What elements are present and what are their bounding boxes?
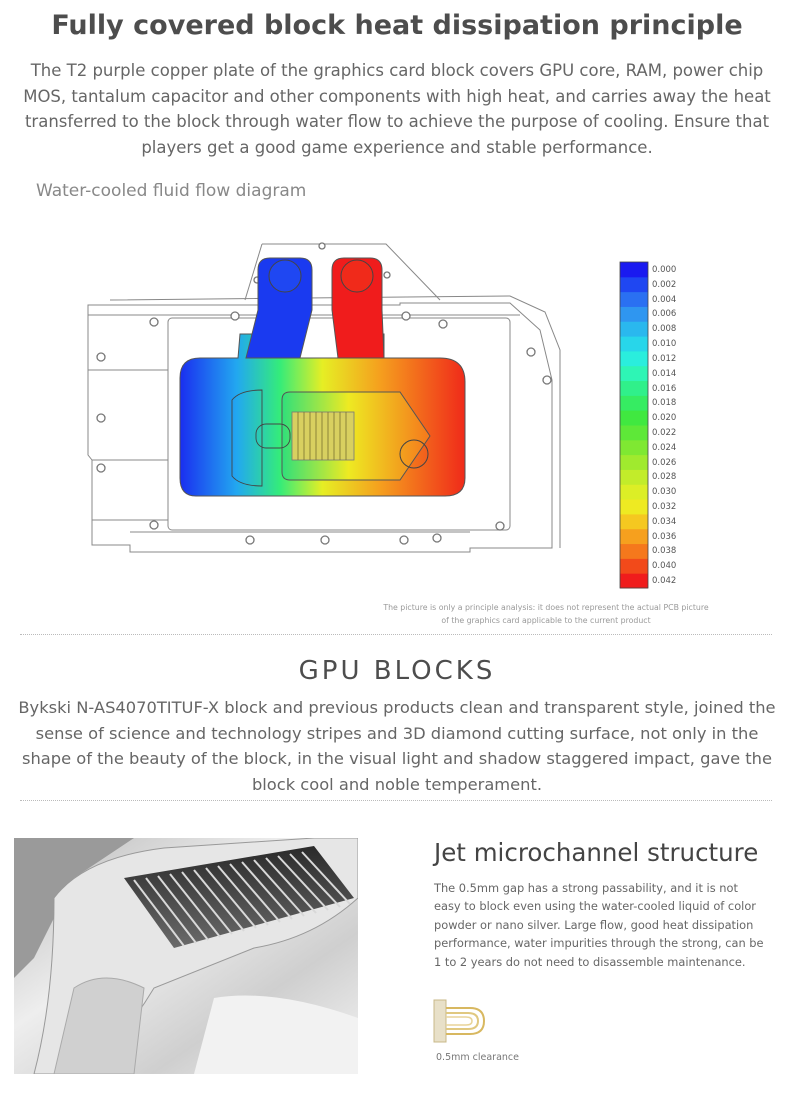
- legend-swatch: [620, 410, 648, 425]
- legend-value: 0.034: [652, 516, 677, 527]
- legend-value: 0.004: [652, 294, 677, 305]
- disclaimer-line-1: The picture is only a principle analysis: it does not represent the actual PCB picture: [383, 603, 709, 612]
- legend-value: 0.002: [652, 279, 677, 290]
- legend-swatch: [620, 262, 648, 277]
- legend-value: 0.026: [652, 457, 677, 468]
- legend-value: 0.020: [652, 413, 677, 424]
- legend-value: 0.024: [652, 442, 677, 453]
- legend-value: 0.018: [652, 398, 677, 409]
- legend-value: 0.030: [652, 487, 677, 498]
- legend-swatch: [620, 321, 648, 336]
- legend-swatch: [620, 277, 648, 292]
- legend-values: [652, 263, 676, 589]
- section-title-gpu-blocks: GPU BLOCKS: [298, 656, 496, 686]
- legend-swatch: [620, 381, 648, 396]
- section-divider: [20, 800, 772, 801]
- legend-value: 0.008: [652, 324, 677, 335]
- disclaimer-line-2: of the graphics card applicable to the current product: [441, 616, 651, 625]
- legend-value: 0.040: [652, 561, 677, 572]
- legend-swatch: [620, 484, 648, 499]
- legend-swatch: [620, 292, 648, 307]
- legend-swatch: [620, 573, 648, 588]
- legend-swatch: [620, 499, 648, 514]
- jet-microchannel-description: The 0.5mm gap has a strong passability, and it is not easy to block even using the water-cooled liquid of color powder or nano silver. Large flow, good heat dissipation performance, water impurities through the strong, can be 1 to 2 years do not need to disassemble maintenance.: [434, 881, 764, 969]
- legend-value: 0.010: [652, 339, 677, 350]
- diagram-disclaimer: [340, 601, 752, 627]
- legend-swatch: [620, 306, 648, 321]
- legend-value: 0.006: [652, 309, 677, 320]
- clearance-icon: [430, 998, 490, 1044]
- gpu-blocks-description: Bykski N-AS4070TITUF-X block and previous products clean and transparent style, joined the sense of science and technology stripes and 3D diamond cutting surface, not only in the shape of the beauty of the block, in the visual light and shadow staggered impact, gave the block cool and noble temperament.: [18, 698, 776, 794]
- legend-swatch: [620, 440, 648, 455]
- legend-swatch: [620, 469, 648, 484]
- legend-swatch: [620, 558, 648, 573]
- legend-value: 0.032: [652, 502, 677, 512]
- legend-swatch: [620, 425, 648, 440]
- legend-value: 0.038: [652, 546, 677, 557]
- legend-swatch: [620, 366, 648, 381]
- legend-swatch: [620, 514, 648, 529]
- legend-value: 0.014: [652, 368, 677, 379]
- legend-value: 0.000: [652, 265, 677, 275]
- legend-swatch: [620, 395, 648, 410]
- heat-dissipation-description: The T2 purple copper plate of the graphics card block covers GPU core, RAM, power chip MOS, tantalum capacitor and other components with high heat, and carries away the heat transferred to the block through water flow to achieve the purpose of cooling. Ensure that players get a good game experience and stable performance.: [23, 61, 771, 157]
- flow-diagram-caption: Water-cooled fluid flow diagram: [36, 181, 307, 201]
- legend-value: 0.036: [652, 531, 677, 542]
- legend-value: 0.028: [652, 472, 677, 483]
- section-title-heat-dissipation: Fully covered block heat dissipation principle: [51, 10, 743, 41]
- section-title-jet-microchannel: Jet microchannel structure: [434, 838, 759, 867]
- section-divider: [20, 634, 772, 635]
- legend-value: 0.022: [652, 427, 677, 438]
- legend-swatch: [620, 544, 648, 559]
- legend-value: 0.012: [652, 353, 677, 364]
- coolant-channel: [180, 258, 465, 496]
- legend-value: 0.042: [652, 576, 677, 587]
- legend-colorbar: [620, 262, 648, 589]
- microchannel-photo: [14, 838, 358, 1074]
- legend-swatch: [620, 455, 648, 470]
- legend-swatch: [620, 336, 648, 351]
- legend-value: 0.016: [652, 383, 677, 394]
- legend-swatch: [620, 529, 648, 544]
- clearance-caption: 0.5mm clearance: [436, 1052, 519, 1063]
- legend-swatch: [620, 351, 648, 366]
